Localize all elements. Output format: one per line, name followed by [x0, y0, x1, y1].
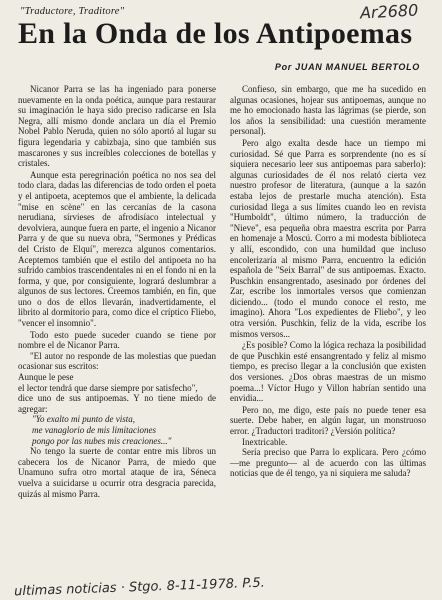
right-column [230, 84, 426, 479]
paragraph: Pero no, me digo, este país no puede tener esa suerte. Debe haber, en algún lugar, un monstruoso error. ¿Traductori traditori? ¿Versión política? [230, 404, 426, 436]
handwritten-source-note: ultimas noticias · Stgo. 8-11-1978. P.5. [13, 575, 266, 600]
paragraph: dice uno de sus antipoemas. Y no tiene miedo de agregar: [18, 393, 216, 414]
paragraph: ¿Es posible? Como la lógica rechaza la posibilidad de que Puschkin esté ensangrentado y feliz al mismo tiempo, es preciso llegar a la conclusión que existen dos versiones. ¿Dos obras maestras de un mismo poema...! Víctor Hugo y Villon habrían sentido una envidia... [230, 340, 426, 404]
paragraph: Confieso, sin embargo, que me ha sucedido en algunas ocasiones, hojear sus antipoemas, aunque no me ho emocionado hasta las lágrimas (se pierde, son los años la sensibilidad: una cuestión meramente personal). [230, 84, 426, 137]
paragraph: "El autor no responde de las molestias que puedan ocasionar sus escritos: [18, 350, 216, 372]
byline: Por JUAN MANUEL BERTOLO [274, 62, 420, 72]
verse-line: "Yo exalto mi punto de vista, [32, 414, 135, 425]
verse-line: pongo por las nubes mis creaciones..." [32, 435, 172, 446]
paragraph: Aunque esta peregrinación poética no nos sea del todo clara, dadas las diferencias de todo orden el poeta y el antipoeta, aceptemos que el ambiente, la delicada "mise en scène" en las cercanías de la casona nerudiana, sírvieses de afrodisíaco intelectual y devolviera, aunque fuera en parte, el ingenio a Nicanor Parra y de que su nueva obra, "Sermones y Prédicas del Cristo de Elquí", merezca algunos comentarios. Aceptemos también que el estilo del antipoeta no ha sufrido cambios trascendentales ni en el fondo ni en la forma, y que, por consiguiente, logrará deslumbrar a algunos de sus lectores. Creemos también, en fin, que uno o dos de ellos llevarán, inadvertidamente, el librito al dormitorio para, como dice el críptico Fliebo, "vencer el insomnio". [18, 169, 216, 329]
kicker: "Traductore, Traditore" [20, 6, 125, 17]
quote-line: Aunque le pese [18, 372, 74, 383]
paragraph: Pero algo exalta desde hace un tiempo mi curiosidad. Sé que Parra es sorprendente (no es sí siquiera necesario leer sus antipoemas para saberlo): algunas curiosidades de él nos relató cierta vez nuestro profesor de literatura, (aunque a la sazón estaba lejos de prestarle mucha atención). Esta curiosidad llega a sus límites cuando leo en revista "Humboldt", último número, la traducción de "Nieve", esa pequeña obra maestra escrita por Parra en homenaje a Moscú. Corro a mi modesta biblioteca y allí, escondido, con una humildad que incluso encolerizaría al mismo Parra, encuentro la edición española de "Seix Barral" de sus antipoemas. Exacto. Puschkin ensangrentado, asesinado por órdenes del Zar, escribe los inmortales versos que comienzan diciendo... (todo el mundo conoce el resto, me imagino). Ahora "Los expedientes de Fliebo", y leo otra versión. Puschkin, feliz de la vida, escribe los mismos versos... [230, 137, 426, 339]
paragraph: No tengo la suerte de contar entre mis libros un cabecera los de Nicanor Parra, de miedo que Unamuno sufra otro mortal ataque de ira, Séneca vuelva a suicidarse u ocurrir otra desgracia parecida, quizás al mismo Parra. [18, 446, 216, 499]
left-column [18, 84, 216, 499]
quote-line: el lector tendrá que darse siempre por satisfecho", [18, 382, 198, 393]
verse-line: me vanaglorio de mis limitaciones [32, 425, 156, 435]
article-title: En la Onda de los Antipoemas [18, 17, 413, 50]
paragraph: Nicanor Parra se las ha ingeniado para ponerse nuevamente en la onda poética, aunque para restaurar su imaginación le haya sido preciso radicarse en Isla Negra, allí mismo donde anclara un día el Premio Nobel Pablo Neruda, quien no sólo aportó al lugar su figura legendaria y cabizbaja, sino que también sus mascarones y sus increíbles colecciones de botellas y cristales. [18, 84, 216, 169]
paragraph: Sería preciso que Parra lo explicara. Pero ¿cómo —me pregunto— al de acuerdo con las últimas noticias que de él tengo, ya ni siquiera me saluda? [230, 447, 426, 479]
handwritten-reference: Ar2680 [359, 0, 419, 23]
paragraph: Todo esto puede suceder cuando se tiene por nombre el de Nicanor Parra. [18, 329, 216, 351]
paragraph: Inextricable. [242, 436, 288, 447]
